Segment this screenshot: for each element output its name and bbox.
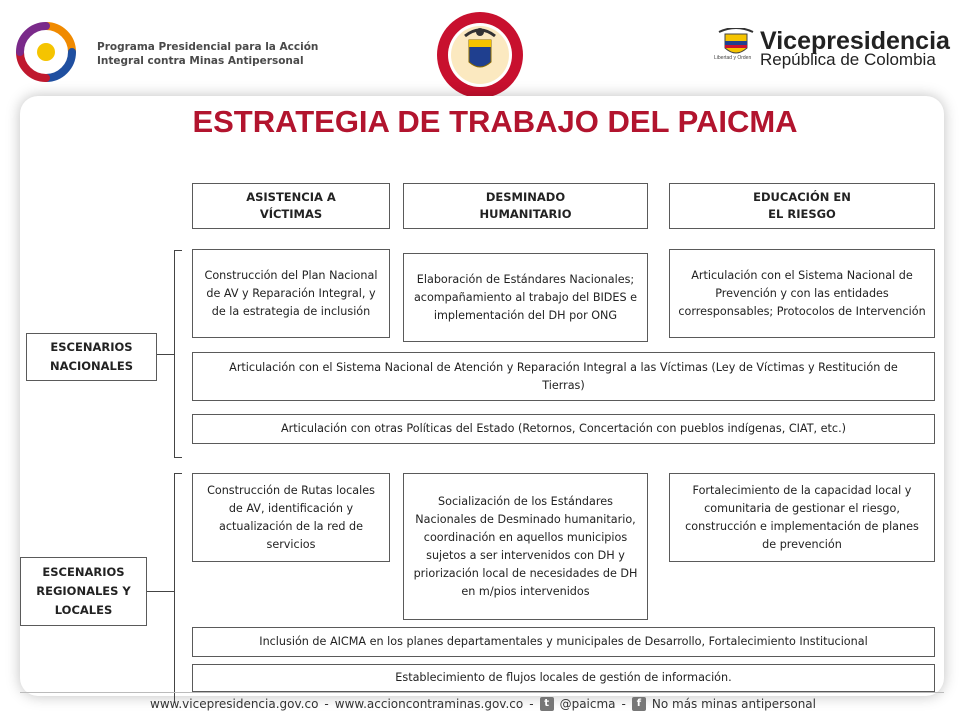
footer-separator: - [324, 697, 329, 711]
vicepresidencia-shield-icon [717, 28, 755, 58]
twitter-icon: t [540, 697, 554, 711]
vp-tagline: Libertad y Orden [714, 55, 752, 61]
footer-twitter-handle[interactable]: @paicma [559, 697, 616, 711]
regionales-bracket [174, 473, 175, 703]
footer-separator: - [621, 697, 626, 711]
footer-separator: - [529, 697, 534, 711]
paicma-logo [14, 20, 78, 84]
nacionales-wide-1: Articulación con el Sistema Nacional de Atención y Reparación Integral a las Víctimas (Ley de Víctimas y Restitución de Tierras) [192, 352, 935, 401]
scenario-nacionales: ESCENARIOS NACIONALES [26, 333, 157, 381]
facebook-icon: f [632, 697, 646, 711]
column-header-educacion: EDUCACIÓN EN EL RIESGO [669, 183, 935, 229]
regionales-educacion-box: Fortalecimiento de la capacidad local y comunitaria de gestionar el riesgo, construcción e implementación de planes de prevención [669, 473, 935, 562]
column-header-desminado: DESMINADO HUMANITARIO [403, 183, 648, 229]
regionales-wide-1: Inclusión de AICMA en los planes departamentales y municipales de Desarrollo, Fortalecimiento Institucional [192, 627, 935, 657]
regionales-bracket-top [174, 473, 182, 474]
footer-facebook-page[interactable]: No más minas antipersonal [651, 697, 816, 711]
nacionales-wide-2: Articulación con otras Políticas del Estado (Retornos, Concertación con pueblos indígenas, CIAT, etc.) [192, 414, 935, 444]
page-title: ESTRATEGIA DE TRABAJO DEL PAICMA [192, 104, 798, 139]
vp-subtitle: República de Colombia [760, 50, 936, 69]
nacionales-educacion-box: Articulación con el Sistema Nacional de Prevención y con las entidades corresponsables; Protocolos de Intervención [669, 249, 935, 338]
column-header-asistencia: ASISTENCIA A VÍCTIMAS [192, 183, 390, 229]
footer-link-accioncontraminas[interactable]: www.accioncontraminas.gov.co [334, 697, 524, 711]
nacionales-desminado-box: Elaboración de Estándares Nacionales; acompañamiento al trabajo del BIDES e implementación del DH por ONG [403, 253, 648, 342]
footer-link-vicepresidencia[interactable]: www.vicepresidencia.gov.co [150, 697, 319, 711]
footer-divider [20, 692, 944, 693]
scenario-regionales: ESCENARIOS REGIONALES Y LOCALES [20, 557, 147, 626]
regionales-desminado-box: Socialización de los Estándares Nacionales de Desminado humanitario, coordinación en aquellos municipios sujetos a ser intervenidos con DH y priorización local de necesidades de DH en m/pios intervenidos [403, 473, 648, 620]
regionales-asistencia-box: Construcción de Rutas locales de AV, identificación y actualización de la red de servicios [192, 473, 390, 562]
colombia-seal [435, 10, 525, 100]
regionales-wide-2: Establecimiento de flujos locales de gestión de información. [192, 664, 935, 692]
program-name [97, 40, 318, 68]
nacionales-bracket-mid [157, 354, 174, 355]
vp-title: Vicepresidencia [760, 27, 950, 55]
footer [150, 697, 816, 711]
regionales-bracket-mid [147, 591, 174, 592]
header [0, 0, 960, 100]
program-name-line1: Programa Presidencial para la Acción [97, 41, 319, 53]
nacionales-bracket-top [174, 250, 182, 251]
nacionales-bracket-bottom [174, 457, 182, 458]
nacionales-asistencia-box: Construcción del Plan Nacional de AV y Reparación Integral, y de la estrategia de inclusión [192, 249, 390, 338]
nacionales-bracket [174, 250, 175, 457]
program-name-line2: Integral contra Minas Antipersonal [97, 55, 304, 67]
